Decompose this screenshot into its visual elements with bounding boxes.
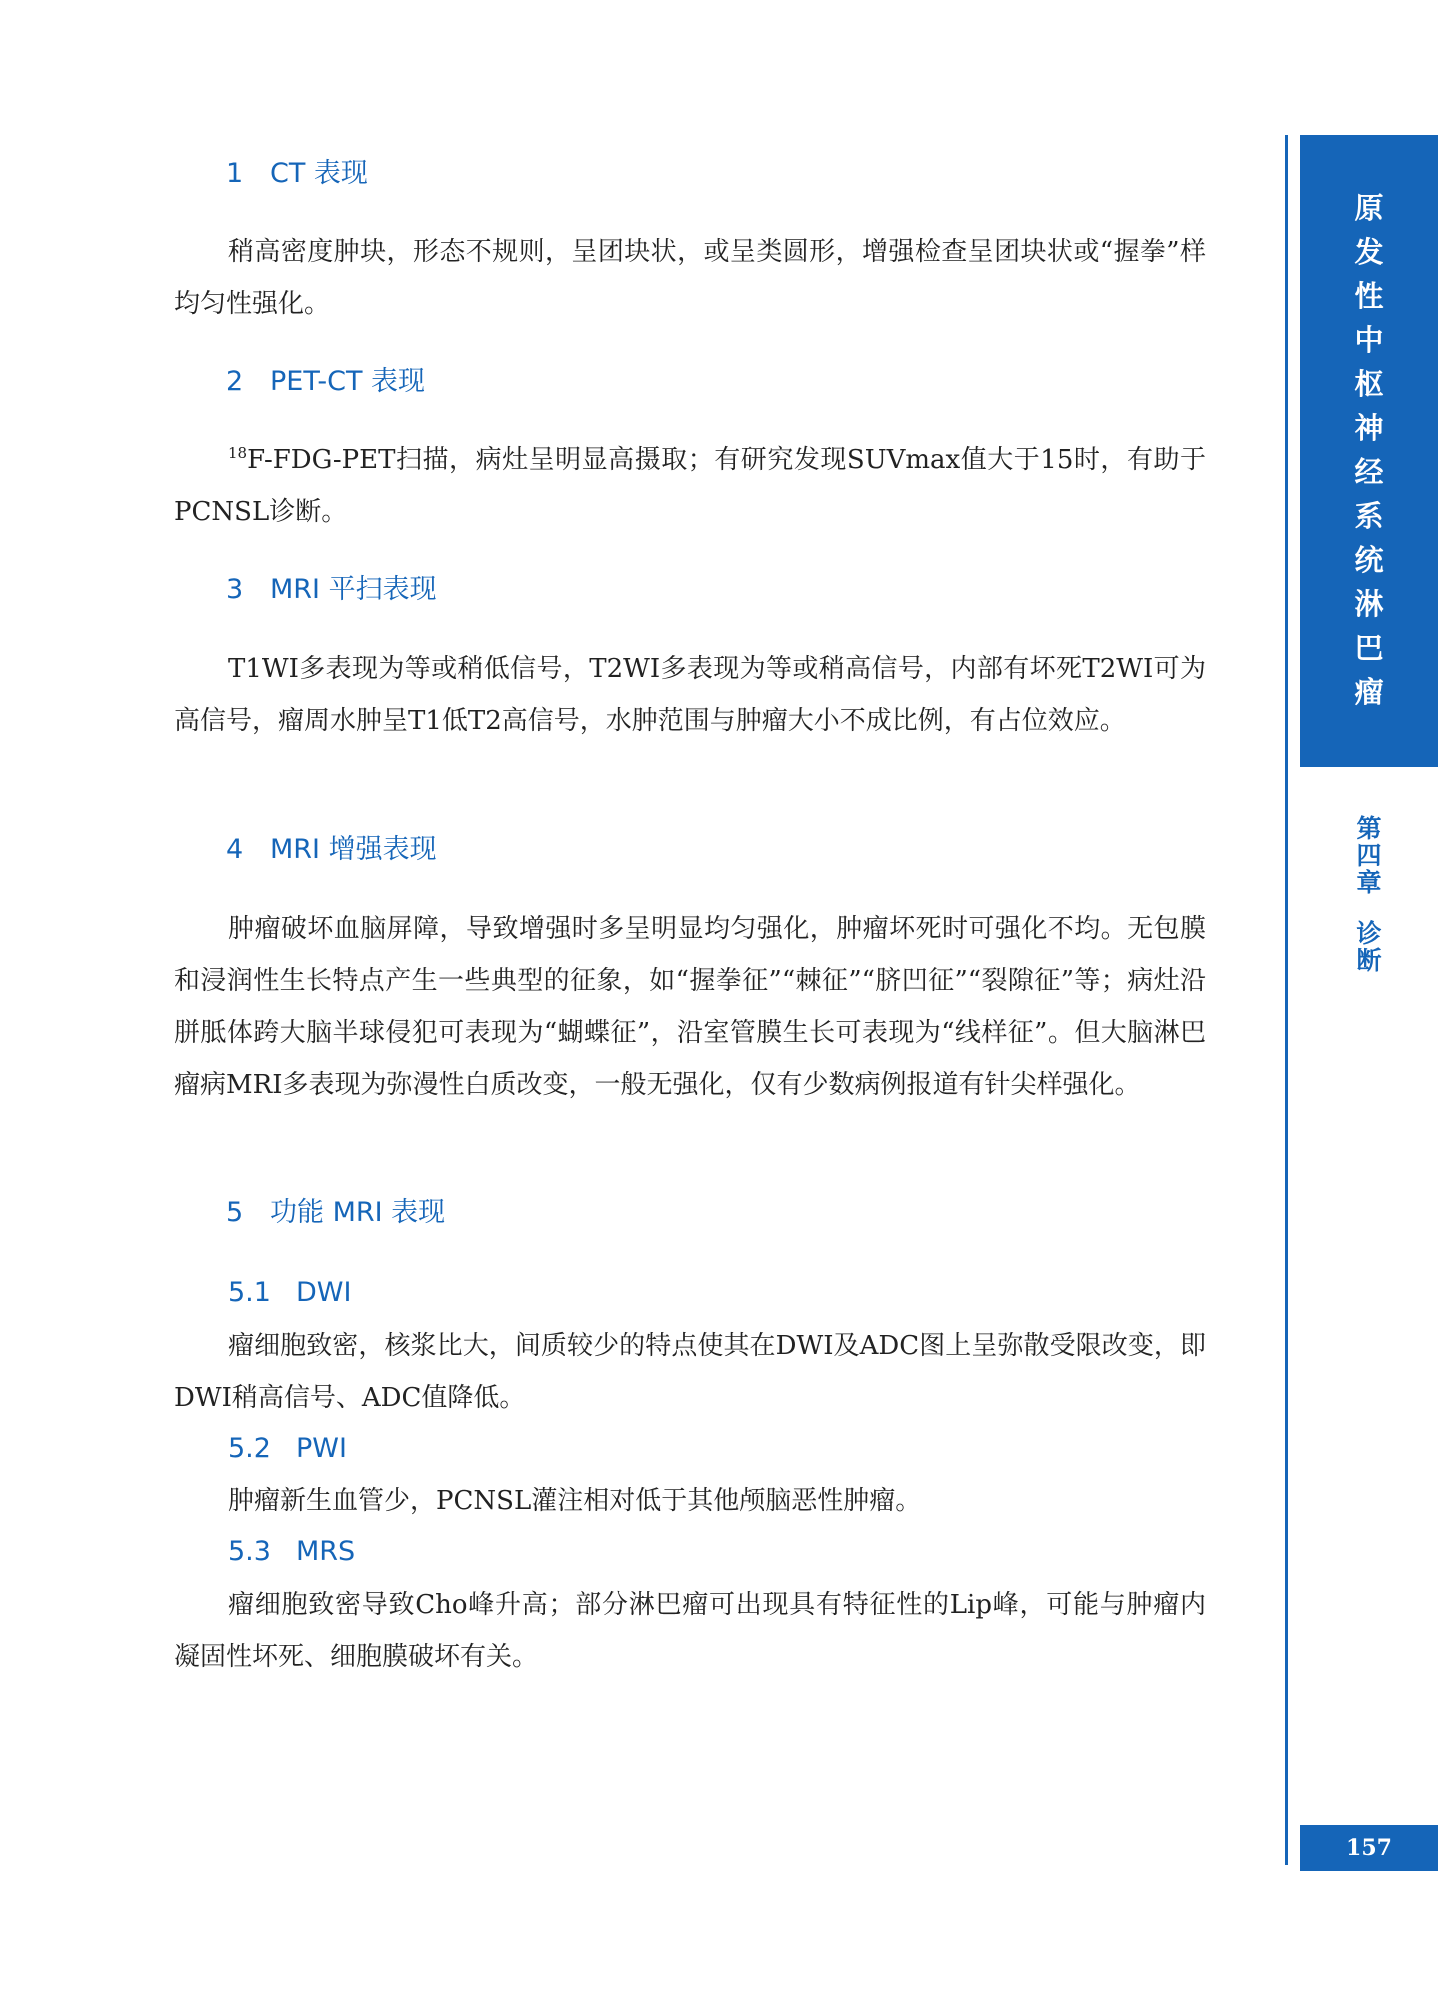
- section-heading-pet-ct: [226, 364, 425, 400]
- section-number: 1: [226, 158, 244, 189]
- section-number: 2: [226, 366, 244, 397]
- subsection-number: 5.1: [228, 1277, 271, 1308]
- subsection-number: 5.2: [228, 1433, 271, 1464]
- paragraph-pet-text: F-FDG-PET扫描，病灶呈明显高摄取；有研究发现SUVmax值大于15时，有助于PCNSL诊断。: [174, 445, 1206, 527]
- title-char: 统: [1354, 543, 1384, 577]
- section-number: 3: [226, 574, 244, 605]
- paragraph-pwi: 肿瘤新生血管少，PCNSL灌注相对低于其他颅脑恶性肿瘤。: [228, 1486, 922, 1516]
- isotope-superscript: 18: [228, 444, 248, 462]
- title-char: 枢: [1354, 367, 1384, 401]
- title-char: 原: [1354, 191, 1384, 225]
- section-number: 5: [226, 1197, 244, 1228]
- subsection-title: DWI: [296, 1277, 352, 1308]
- title-char: 巴: [1354, 631, 1384, 665]
- section-heading-ct: [226, 156, 368, 192]
- section-title: PET-CT 表现: [270, 366, 426, 397]
- section-heading-mri-enhanced: [226, 832, 437, 868]
- section-title: MRI 增强表现: [270, 834, 437, 865]
- chapter-char: 四: [1356, 841, 1382, 870]
- paragraph-pet-ct: [174, 434, 1206, 538]
- section-heading-functional-mri: [226, 1195, 445, 1231]
- subsection-title: MRS: [296, 1536, 356, 1567]
- title-char: 中: [1354, 323, 1384, 357]
- page-number: 157: [1300, 1825, 1438, 1871]
- subsection-heading-dwi: [228, 1275, 351, 1311]
- section-title: 功能 MRI 表现: [270, 1197, 446, 1228]
- chapter-char: 章: [1356, 868, 1382, 897]
- section-title: CT 表现: [270, 158, 368, 189]
- subsection-title: PWI: [296, 1433, 347, 1464]
- chapter-char: 第: [1356, 814, 1382, 843]
- chapter-marker: [1300, 815, 1438, 974]
- subsection-heading-pwi: [228, 1431, 347, 1467]
- chapter-name-char: 断: [1356, 946, 1382, 975]
- title-char: 神: [1354, 411, 1384, 445]
- title-char: 发: [1354, 235, 1384, 269]
- section-number: 4: [226, 834, 244, 865]
- margin-rule: [1285, 135, 1288, 1865]
- title-char: 瘤: [1354, 675, 1384, 709]
- section-title: MRI 平扫表现: [270, 574, 437, 605]
- paragraph-dwi: 瘤细胞致密，核浆比大，间质较少的特点使其在DWI及ADC图上呈弥散受限改变，即DWI稍高信号、ADC值降低。: [174, 1331, 1206, 1413]
- paragraph-ct: 稍高密度肿块，形态不规则，呈团块状，或呈类圆形，增强检查呈团块状或“握拳”样均匀性强化。: [174, 237, 1206, 319]
- title-char: 系: [1354, 499, 1384, 533]
- section-heading-mri-plain: [226, 572, 437, 608]
- chapter-name-char: 诊: [1356, 919, 1382, 948]
- title-char: 性: [1354, 279, 1384, 313]
- paragraph-mri-plain: T1WI多表现为等或稍低信号，T2WI多表现为等或稍高信号，内部有坏死T2WI可为高信号，瘤周水肿呈T1低T2高信号，水肿范围与肿瘤大小不成比例，有占位效应。: [174, 654, 1206, 736]
- book-title-vertical: [1300, 186, 1438, 714]
- paragraph-mri-enhanced: 肿瘤破坏血脑屏障，导致增强时多呈明显均匀强化，肿瘤坏死时可强化不均。无包膜和浸润性生长特点产生一些典型的征象，如“握拳征”“棘征”“脐凹征”“裂隙征”等；病灶沿胼胝体跨大脑半球侵犯可表现为“蝴蝶征”，沿室管膜生长可表现为“线样征”。但大脑淋巴瘤病MRI多表现为弥漫性白质改变，一般无强化，仅有少数病例报道有针尖样强化。: [174, 914, 1206, 1100]
- title-char: 经: [1354, 455, 1384, 489]
- subsection-number: 5.3: [228, 1536, 271, 1567]
- title-char: 淋: [1354, 587, 1384, 621]
- subsection-heading-mrs: [228, 1534, 355, 1570]
- paragraph-mrs: 瘤细胞致密导致Cho峰升高；部分淋巴瘤可出现具有特征性的Lip峰，可能与肿瘤内凝固性坏死、细胞膜破坏有关。: [174, 1590, 1206, 1672]
